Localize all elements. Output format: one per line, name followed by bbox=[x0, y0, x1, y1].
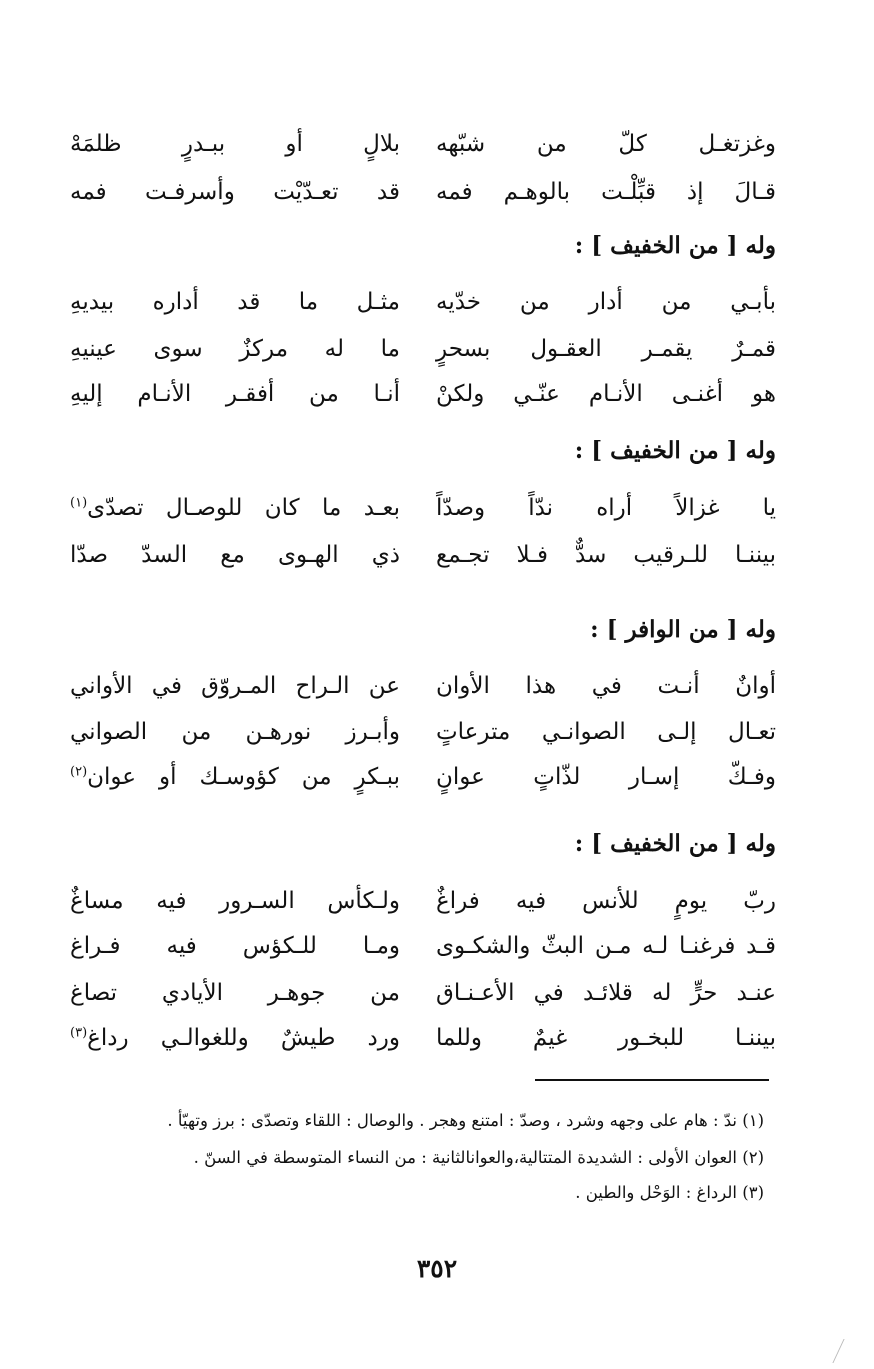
verse-hemistich-first: بيننـا للـرقيب سدٌّ فـلا تجـمع bbox=[436, 542, 776, 568]
section-heading: وله [ من الخفيف ] : bbox=[574, 437, 776, 464]
verse-hemistich-second: قد تعـدّيْت وأسرفـت فمه bbox=[70, 179, 400, 205]
footnote-marker: (١) bbox=[70, 495, 88, 511]
verse-hemistich-second: من جوهـر الأيادي تصاغ bbox=[70, 980, 400, 1006]
verse-hemistich-text: ورد طيشٌ وللغوالـي رداغ bbox=[87, 1025, 400, 1051]
section-heading: وله [ من الخفيف ] : bbox=[574, 830, 776, 857]
verse-hemistich-text: ببـكرٍ من كؤوسـك أو عوان bbox=[87, 764, 400, 790]
verse-hemistich-first: قمـرٌ يقمـر العقـول بسحرٍ bbox=[436, 336, 776, 362]
verse-hemistich-second: ما له مركزٌ سوى عينيهِ bbox=[70, 336, 400, 362]
verse-line bbox=[70, 535, 776, 575]
verse-hemistich-second: عن الـراح المـروّق في الأواني bbox=[70, 673, 400, 699]
verse-hemistich-first: أوانٌ أنـت في هذا الأوان bbox=[436, 673, 776, 699]
verse-hemistich-first: عنـد حرٍّ له قلائـد في الأعـنـاق bbox=[436, 980, 776, 1006]
verse-hemistich-second: وأبـرز نورهـن من الصواني bbox=[70, 719, 400, 745]
verse-hemistich-first: قـد فرغنـا لـه مـن البثّ والشكـوى bbox=[436, 933, 776, 959]
scan-mark bbox=[832, 1339, 858, 1363]
verse-hemistich-first: هو أغنـى الأنـام عنّـي ولكنْ bbox=[436, 381, 776, 407]
verse-line bbox=[70, 973, 776, 1013]
verse-line bbox=[70, 374, 776, 414]
verse-hemistich-second bbox=[70, 757, 400, 797]
footnote-marker: (٢) bbox=[70, 764, 88, 780]
verse-hemistich-first: بيننـا للبخـور غيمٌ وللما bbox=[436, 1025, 776, 1051]
section-heading: وله [ من الوافر ] : bbox=[590, 616, 776, 643]
verse-line bbox=[70, 712, 776, 752]
verse-line bbox=[70, 329, 776, 369]
verse-hemistich-second bbox=[70, 1018, 400, 1058]
verse-hemistich-first: يا غزالاً أراه ندّاً وصدّاً bbox=[436, 495, 776, 521]
verse-hemistich-second: مثـل ما قد أداره بيديهِ bbox=[70, 289, 400, 315]
verse-hemistich-text: بعـد ما كان للوصـال تصدّى bbox=[87, 495, 400, 521]
verse-hemistich-first: وغزتغـل كلّ من شبّهه bbox=[436, 131, 776, 157]
verse-hemistich-second: ومـا للـكؤس فيه فـراغ bbox=[70, 933, 400, 959]
verse-line bbox=[70, 881, 776, 921]
verse-hemistich-second: ولـكأس السـرور فيه مساغٌ bbox=[70, 888, 400, 914]
verse-line bbox=[70, 666, 776, 706]
verse-hemistich-second bbox=[70, 488, 400, 528]
verse-hemistich-first: قـالَ إذ قبِّلْـت بالوهـم فمه bbox=[436, 179, 776, 205]
verse-hemistich-first: تعـال إلـى الصوانـي مترعاتٍ bbox=[436, 719, 776, 745]
verse-line bbox=[70, 1018, 776, 1058]
verse-line bbox=[70, 282, 776, 322]
footnote-3: (٣) الرداغ : الوَحْل والطين . bbox=[575, 1183, 764, 1202]
verse-line bbox=[70, 757, 776, 797]
verse-hemistich-second: بلالٍ أو ببـدرٍ ظلمَهْ bbox=[70, 131, 400, 157]
verse-hemistich-first: ربّ يومٍ للأنس فيه فراغٌ bbox=[436, 888, 776, 914]
footnote-1: (١) ندّ : هام على وجهه وشرد ، وصدّ : امتنع وهجر . والوصال : اللقاء وتصدّى : برز وتهيّأ . bbox=[167, 1111, 764, 1130]
verse-line bbox=[70, 124, 776, 164]
footnote-2: (٢) العوان الأولى : الشديدة المتتالية،والعوانالثانية : من النساء المتوسطة في السنّ . bbox=[193, 1148, 764, 1167]
verse-hemistich-second: أنـا من أفقـر الأنـام إليهِ bbox=[70, 381, 400, 407]
verse-hemistich-second: ذي الهـوى مع السدّ صدّا bbox=[70, 542, 400, 568]
page-number: ٣٥٢ bbox=[416, 1254, 458, 1283]
footnote-divider bbox=[535, 1079, 769, 1081]
verse-hemistich-first: وفـكّ إسـار لذّاتٍ عوانٍ bbox=[436, 764, 776, 790]
verse-line bbox=[70, 488, 776, 528]
footnote-marker: (٣) bbox=[70, 1025, 88, 1041]
verse-line bbox=[70, 926, 776, 966]
verse-line bbox=[70, 172, 776, 212]
section-heading: وله [ من الخفيف ] : bbox=[574, 232, 776, 259]
verse-hemistich-first: بأبـي من أدار من خدّيه bbox=[436, 289, 776, 315]
